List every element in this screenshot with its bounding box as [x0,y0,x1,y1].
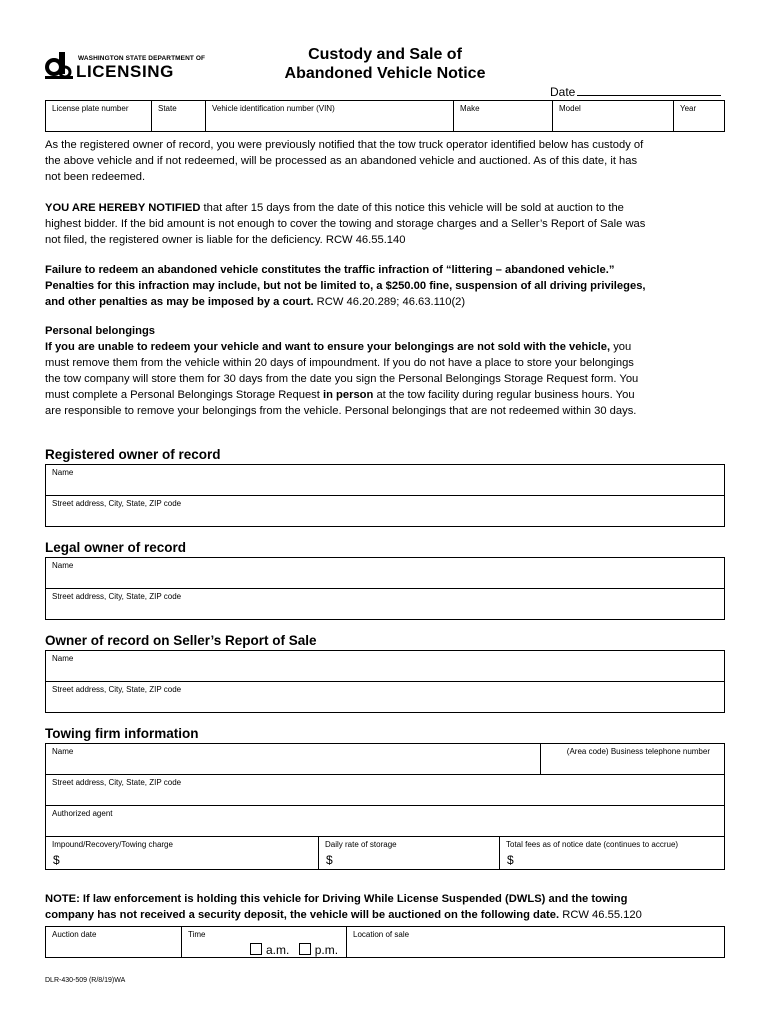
title-line-1: Custody and Sale of [308,46,462,63]
date-field[interactable] [550,85,721,99]
daily-rate-field[interactable] [318,836,500,870]
pm-label: p.m. [314,943,339,957]
text-line: you [610,341,632,353]
year-field[interactable] [673,100,725,132]
legal-owner-name-field[interactable] [45,557,725,589]
dol-logo [45,52,206,82]
auction-date-label: Auction date [52,930,97,939]
registered-owner-name-field[interactable] [45,464,725,496]
name-label: Name [52,468,74,477]
dol-logo-icon [45,52,73,80]
text-line: not been redeemed. [45,171,146,183]
model-field[interactable] [552,100,674,132]
note-dwls [45,891,725,923]
towing-charge-field[interactable] [45,836,319,870]
towing-firm-phone-field[interactable] [540,743,725,775]
text-line: must complete a Personal Belongings Storage Request [45,389,323,401]
state-label: State [158,104,177,113]
paragraph-penalties [45,262,725,310]
text-line: the above vehicle and if not redeemed, will be processed as an abandoned vehicle and auctioned. As of this date, it has [45,155,638,167]
sellers-report-name-field[interactable] [45,650,725,682]
phone-label: (Area code) Business telephone number [566,747,710,756]
date-input-line[interactable] [577,85,721,96]
page-title [230,45,540,83]
am-checkbox[interactable] [250,943,262,955]
plate-field[interactable] [45,100,152,132]
text-line: Failure to redeem an abandoned vehicle constitutes the traffic infraction of “littering – abandoned vehicle.” [45,264,615,276]
towing-firm-name-field[interactable] [45,743,541,775]
section-legal-owner: Legal owner of record [45,540,187,555]
text-line: are responsible to remove your belongings from the vehicle. Personal belongings that are not redeemed within 30 days. [45,405,637,417]
paragraph-personal-belongings [45,323,725,419]
text-line: and other penalties as may be imposed by a court. [45,296,314,308]
model-label: Model [559,104,581,113]
section-towing-firm: Towing firm information [45,726,199,741]
location-label: Location of sale [353,930,410,939]
am-pm-options [250,943,338,957]
auction-date-field[interactable] [45,926,182,958]
state-field[interactable] [151,100,206,132]
address-label: Street address, City, State, ZIP code [52,592,182,601]
dollar-sign: $ [507,853,514,867]
text-line: As the registered owner of record, you were previously notified that the tow truck operator identified below has custody of [45,139,644,151]
logo-licensing-text: LICENSING [76,62,174,81]
name-label: Name [52,561,74,570]
registered-owner-address-field[interactable] [45,495,725,527]
text-line: that after 15 days from the date of this notice this vehicle will be sold at auction to the [200,202,624,214]
logo-department-text: WASHINGTON STATE DEPARTMENT OF [78,55,206,62]
am-label: a.m. [266,943,290,957]
daily-rate-label: Daily rate of storage [325,840,397,849]
legal-owner-address-field[interactable] [45,588,725,620]
text-line: at the tow facility during regular business hours. You [373,389,635,401]
text-line: must remove them from the vehicle within 20 days of impoundment. If you do not have a place to store your belongings [45,357,634,369]
text-line: Penalties for this infraction may include, but not be limited to, a $250.00 fine, suspension of all driving privileges, [45,280,646,292]
text-line: not filed, the registered owner is liable for the deficiency. RCW 46.55.140 [45,234,406,246]
form-number: DLR-430-509 (R/8/19)WA [45,977,126,984]
year-label: Year [680,104,697,113]
address-label: Street address, City, State, ZIP code [52,778,182,787]
paragraph-notification [45,137,725,185]
rcw-reference: RCW 46.55.120 [559,909,642,921]
name-label: Name [52,654,74,663]
date-label: Date [550,85,576,99]
note-line-1: NOTE: If law enforcement is holding this vehicle for Driving While License Suspended (DWLS) and the towing [45,893,628,905]
agent-label: Authorized agent [52,809,113,818]
make-field[interactable] [453,100,553,132]
plate-label: License plate number [52,104,129,113]
text-line: the tow company will store them for 30 days from the date you sign the Personal Belongings Storage Request form. You [45,373,639,385]
sellers-report-address-field[interactable] [45,681,725,713]
bold-lead: If you are unable to redeem your vehicle and want to ensure your belongings are not sold with the vehicle, [45,341,611,353]
address-label: Street address, City, State, ZIP code [52,499,182,508]
section-registered-owner: Registered owner of record [45,447,221,462]
name-label: Name [52,747,74,756]
total-fees-field[interactable] [499,836,725,870]
dollar-sign: $ [326,853,333,867]
section-sellers-report-owner: Owner of record on Seller’s Report of Sale [45,633,317,648]
authorized-agent-field[interactable] [45,805,725,837]
time-label: Time [188,930,206,939]
vin-field[interactable] [205,100,454,132]
vin-label: Vehicle identification number (VIN) [212,104,335,113]
note-line-2: company has not received a security deposit, the vehicle will be auctioned on the following date. [45,909,560,921]
subheading-personal-belongings: Personal belongings [45,325,156,337]
total-fees-label: Total fees as of notice date (continues to accrue) [506,840,679,849]
towing-firm-address-field[interactable] [45,774,725,806]
paragraph-hereby-notified [45,200,725,248]
rcw-reference: RCW 46.20.289; 46.63.110(2) [313,296,466,308]
bold-in-person: in person [322,389,374,401]
address-label: Street address, City, State, ZIP code [52,685,182,694]
charge-label: Impound/Recovery/Towing charge [52,840,173,849]
make-label: Make [460,104,480,113]
text-line: highest bidder. If the bid amount is not enough to cover the towing and storage charges and a Seller’s Report of Sale was [45,218,646,230]
dollar-sign: $ [53,853,60,867]
bold-lead: YOU ARE HEREBY NOTIFIED [45,202,201,214]
location-of-sale-field[interactable] [346,926,725,958]
title-line-2: Abandoned Vehicle Notice [284,65,486,82]
pm-checkbox[interactable] [299,943,311,955]
